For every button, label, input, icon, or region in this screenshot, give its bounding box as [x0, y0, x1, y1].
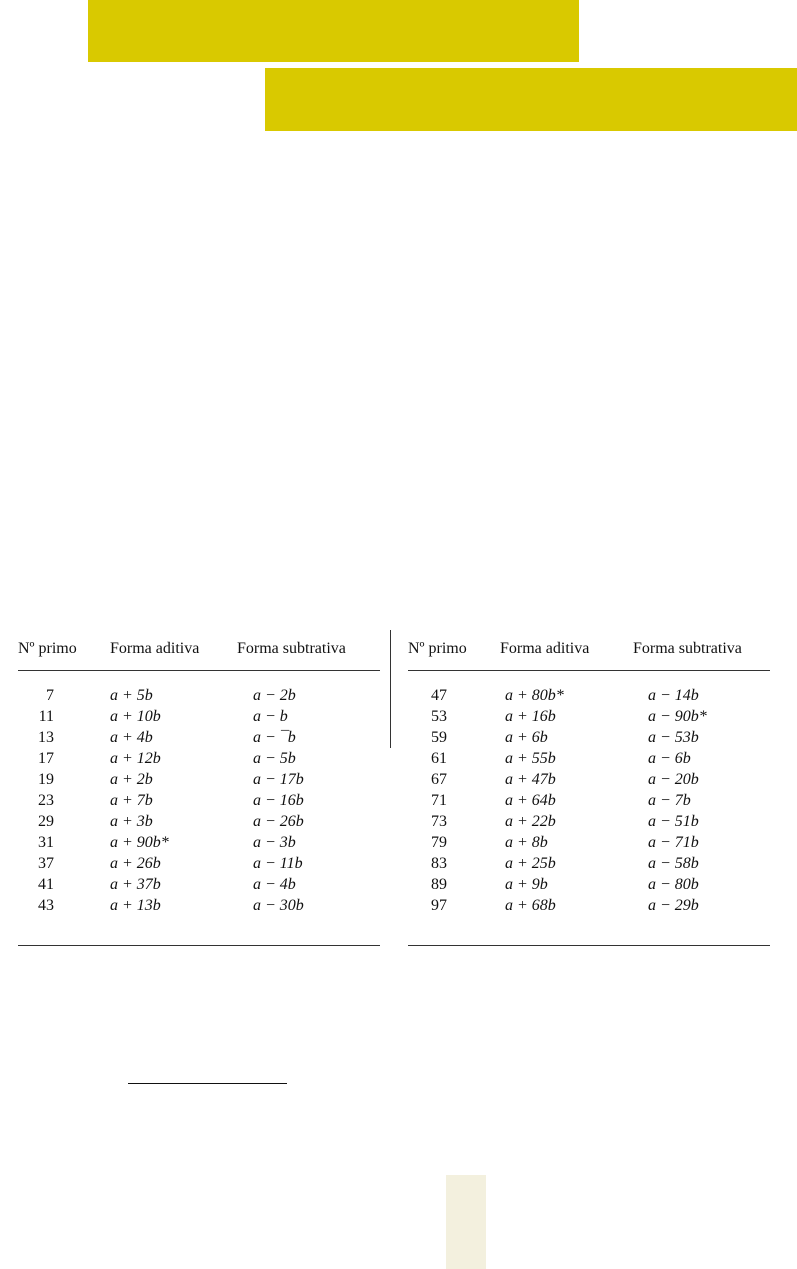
table-row	[408, 750, 770, 771]
prime-table-left	[18, 632, 380, 914]
prime-cell: 83	[431, 855, 447, 872]
subtractive-cell: a − ¯b	[253, 729, 296, 746]
additive-cell: a + 8b	[505, 834, 548, 851]
subtractive-cell: a − 3b	[253, 834, 296, 851]
table-row	[18, 897, 380, 918]
additive-cell: a + 37b	[110, 876, 161, 893]
subtractive-cell: a − 7b	[648, 792, 691, 809]
title-banner-top	[88, 0, 579, 62]
additive-cell: a + 80b*	[505, 687, 564, 704]
table-row	[408, 876, 770, 897]
prime-cell: 73	[431, 813, 447, 830]
header-prime: Nº primo	[408, 640, 467, 657]
table-rows	[18, 687, 380, 918]
additive-cell: a + 47b	[505, 771, 556, 788]
table-row	[18, 834, 380, 855]
subtractive-cell: a − 51b	[648, 813, 699, 830]
additive-cell: a + 68b	[505, 897, 556, 914]
header-prime: Nº primo	[18, 640, 77, 657]
subtractive-cell: a − 20b	[648, 771, 699, 788]
table-row	[18, 750, 380, 771]
subtractive-cell: a − 16b	[253, 792, 304, 809]
additive-cell: a + 7b	[110, 792, 153, 809]
additive-cell: a + 10b	[110, 708, 161, 725]
table-row	[18, 792, 380, 813]
additive-cell: a + 64b	[505, 792, 556, 809]
table-row	[18, 687, 380, 708]
table-header	[18, 632, 380, 658]
prime-cell: 31	[38, 834, 54, 851]
subtractive-cell: a − 29b	[648, 897, 699, 914]
table-row	[18, 771, 380, 792]
prime-cell: 7	[46, 687, 54, 704]
subtractive-cell: a − 53b	[648, 729, 699, 746]
column-divider	[390, 630, 391, 748]
additive-cell: a + 3b	[110, 813, 153, 830]
table-row	[408, 792, 770, 813]
additive-cell: a + 2b	[110, 771, 153, 788]
subtractive-cell: a − 5b	[253, 750, 296, 767]
subtractive-cell: a − 11b	[253, 855, 303, 872]
table-row	[18, 708, 380, 729]
subtractive-cell: a − 14b	[648, 687, 699, 704]
additive-cell: a + 13b	[110, 897, 161, 914]
prime-cell: 61	[431, 750, 447, 767]
subtractive-cell: a − 26b	[253, 813, 304, 830]
header-subtractive: Forma subtrativa	[633, 640, 742, 657]
subtractive-cell: a − 17b	[253, 771, 304, 788]
subtractive-cell: a − 90b*	[648, 708, 707, 725]
table-row	[408, 813, 770, 834]
table-row	[18, 729, 380, 750]
subtractive-cell: a − 58b	[648, 855, 699, 872]
table-row	[18, 876, 380, 897]
prime-cell: 11	[38, 708, 54, 725]
table-row	[408, 729, 770, 750]
additive-cell: a + 22b	[505, 813, 556, 830]
prime-cell: 17	[38, 750, 54, 767]
additive-cell: a + 5b	[110, 687, 153, 704]
subtractive-cell: a − 6b	[648, 750, 691, 767]
table-bottom-rule	[18, 945, 380, 946]
prime-cell: 19	[38, 771, 54, 788]
prime-cell: 47	[431, 687, 447, 704]
header-additive: Forma aditiva	[500, 640, 590, 657]
subtractive-cell: a − 2b	[253, 687, 296, 704]
additive-cell: a + 9b	[505, 876, 548, 893]
table-row	[18, 813, 380, 834]
table-row	[408, 855, 770, 876]
table-row	[408, 771, 770, 792]
additive-cell: a + 4b	[110, 729, 153, 746]
additive-cell: a + 90b*	[110, 834, 169, 851]
additive-cell: a + 16b	[505, 708, 556, 725]
header-additive: Forma aditiva	[110, 640, 200, 657]
footnote-rule	[128, 1083, 287, 1084]
prime-cell: 97	[431, 897, 447, 914]
table-top-rule	[408, 670, 770, 671]
prime-cell: 67	[431, 771, 447, 788]
table-bottom-rule	[408, 945, 770, 946]
prime-cell: 79	[431, 834, 447, 851]
subtractive-cell: a − b	[253, 708, 288, 725]
header-subtractive: Forma subtrativa	[237, 640, 346, 657]
additive-cell: a + 55b	[505, 750, 556, 767]
table-top-rule	[18, 670, 380, 671]
page-tab	[446, 1175, 486, 1269]
additive-cell: a + 6b	[505, 729, 548, 746]
table-row	[18, 855, 380, 876]
prime-cell: 43	[38, 897, 54, 914]
subtractive-cell: a − 71b	[648, 834, 699, 851]
prime-cell: 23	[38, 792, 54, 809]
table-rows	[408, 687, 770, 918]
prime-cell: 41	[38, 876, 54, 893]
subtractive-cell: a − 30b	[253, 897, 304, 914]
subtractive-cell: a − 80b	[648, 876, 699, 893]
table-row	[408, 708, 770, 729]
title-banner-bottom	[265, 68, 797, 131]
table-row	[408, 897, 770, 918]
table-row	[408, 687, 770, 708]
additive-cell: a + 12b	[110, 750, 161, 767]
prime-cell: 71	[431, 792, 447, 809]
prime-cell: 53	[431, 708, 447, 725]
additive-cell: a + 26b	[110, 855, 161, 872]
prime-cell: 37	[38, 855, 54, 872]
table-header	[408, 632, 770, 658]
prime-cell: 89	[431, 876, 447, 893]
table-row	[408, 834, 770, 855]
subtractive-cell: a − 4b	[253, 876, 296, 893]
prime-cell: 13	[38, 729, 54, 746]
prime-cell: 29	[38, 813, 54, 830]
additive-cell: a + 25b	[505, 855, 556, 872]
prime-cell: 59	[431, 729, 447, 746]
prime-table-right	[408, 632, 770, 914]
